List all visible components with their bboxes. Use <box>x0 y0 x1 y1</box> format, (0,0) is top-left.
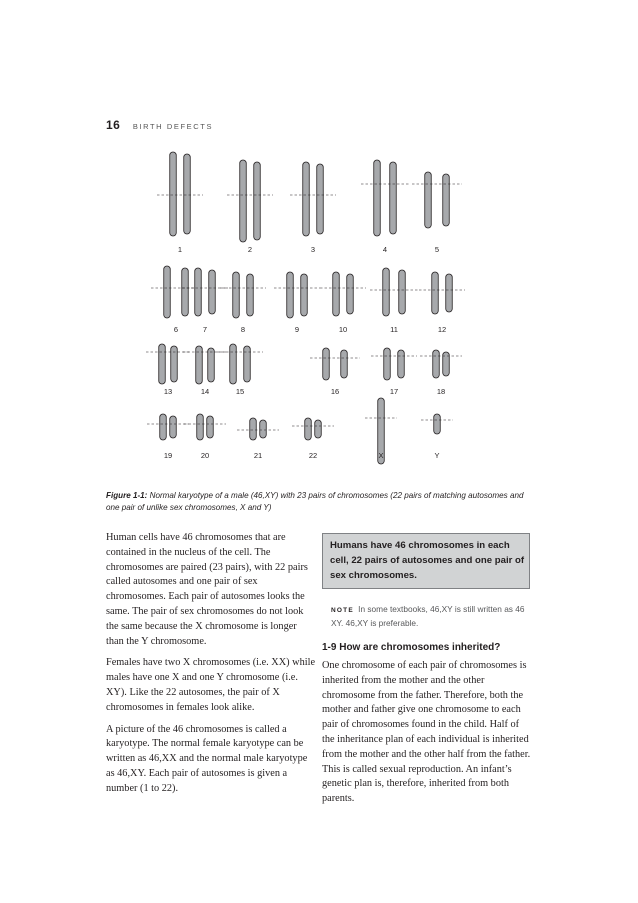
chromosome-label: 4 <box>382 245 388 254</box>
chromosome-pair-4 <box>361 160 409 254</box>
chromosome-label: 18 <box>436 387 446 396</box>
chromosome-label: 1 <box>177 245 183 254</box>
chromosome-label: 19 <box>163 451 173 460</box>
chromosome-label: 9 <box>294 325 300 334</box>
chromosome-pair-3 <box>290 162 336 254</box>
chromosome-label: 5 <box>434 245 440 254</box>
chromosome-pair-6 <box>151 266 201 334</box>
chromosome-pair-9 <box>274 272 320 334</box>
chromosome-label: 22 <box>308 451 318 460</box>
chromosome-pair-22 <box>292 418 334 460</box>
running-head: BIRTH DEFECTS <box>132 122 214 131</box>
chromosome-pair-x <box>365 398 397 464</box>
figure-caption-text: Normal karyotype of a male (46,XY) with 23 pairs of chromosomes (22 pairs of matching autosomes and one pair of unlike sex chromosomes, X and Y) <box>106 491 524 512</box>
chromosome-label: 11 <box>390 325 398 334</box>
callout-box: Humans have 46 chromosomes in each cell, 22 pairs of autosomes and one pair of sex chromosomes. <box>322 533 530 589</box>
chromosome-pair-10 <box>320 272 366 334</box>
chromosome-label: 2 <box>247 245 253 254</box>
chromosome-pair-12 <box>419 272 465 334</box>
chromosome-label: 3 <box>310 245 316 254</box>
chromosome-pair-15 <box>217 344 263 396</box>
right-column <box>322 533 534 814</box>
chromosome-label: 17 <box>389 387 399 396</box>
chromosome-pair-14 <box>183 346 227 396</box>
chromosome-pair-7 <box>182 268 228 334</box>
chromosome-label: 12 <box>437 325 447 334</box>
paragraph: One chromosome of each pair of chromosomes is inherited from the mother and the other chromosome from the father. Therefore, both the mother and father give one chromosome to each pair of chromosomes found in the child. Half of the inheritance plan of each individual is inherited from the mother and the other half from the father. This is called sexual reproduction. An infant’s genetic plan is, therefore, inherited from both parents. <box>322 660 531 805</box>
note <box>331 603 534 629</box>
chromosome-label: 15 <box>235 387 245 396</box>
chromosome-pair-2 <box>227 160 273 254</box>
chromosome-label: 10 <box>338 325 348 334</box>
chromosome-label: 21 <box>253 451 263 460</box>
chromosome-pair-18 <box>420 350 462 396</box>
chromosome-label: 16 <box>330 387 340 396</box>
figure-caption <box>106 490 526 514</box>
chromosome-pair-21 <box>237 418 279 460</box>
chromosome-pair-19 <box>147 414 189 460</box>
chromosome-pair-11 <box>370 268 418 334</box>
chromosome-pair-1 <box>157 152 203 254</box>
chromosome-label: 13 <box>163 387 173 396</box>
page-number: 16 <box>106 118 121 132</box>
paragraph: A picture of the 46 chromosomes is called a karyotype. The normal female karyotype can be written as 46,XX and the normal male karyotype as 46,XY. Each pair of autosomes is given a number (1 to 22). <box>106 723 308 794</box>
chromosome-label: Y <box>434 451 440 460</box>
chromosome-pair-16 <box>310 348 360 396</box>
paragraph: Females have two X chromosomes (i.e. XX) while males have one X and one Y chromosome (i.e. XY). Like the 22 autosomes, the pair of X chromosomes in females look alike. <box>106 657 316 713</box>
paragraph: Human cells have 46 chromosomes that are contained in the nucleus of the cell. The chromosomes are paired (23 pairs), with 22 pairs called autosomes and one pair of sex chromosomes. Each pair of autosomes looks the same. The pair of sex chromosomes do not look the same because the X chromosome is longer than the Y chromosome. <box>106 532 308 647</box>
chromosome-label: 8 <box>240 325 246 334</box>
left-column <box>106 531 316 804</box>
chromosome-label: 20 <box>200 451 210 460</box>
chromosome-pair-17 <box>371 348 417 396</box>
note-label: NOTE <box>331 607 354 614</box>
chromosome-pair-5 <box>412 172 462 254</box>
chromosome-label: 6 <box>173 325 179 334</box>
note-text: In some textbooks, 46,XY is still written as 46 XY. 46,XY is preferable. <box>331 604 525 628</box>
chromosome-pair-y <box>421 414 453 460</box>
figure-caption-label: Figure 1-1: <box>106 491 148 500</box>
chromosome-label: 7 <box>202 325 208 334</box>
chromosome-pair-20 <box>184 414 226 460</box>
section-heading: 1-9 How are chromosomes inherited? <box>322 642 501 653</box>
chromosome-pair-8 <box>220 272 266 334</box>
chromosome-label: 14 <box>200 387 210 396</box>
chromosome-label: X <box>378 451 384 460</box>
